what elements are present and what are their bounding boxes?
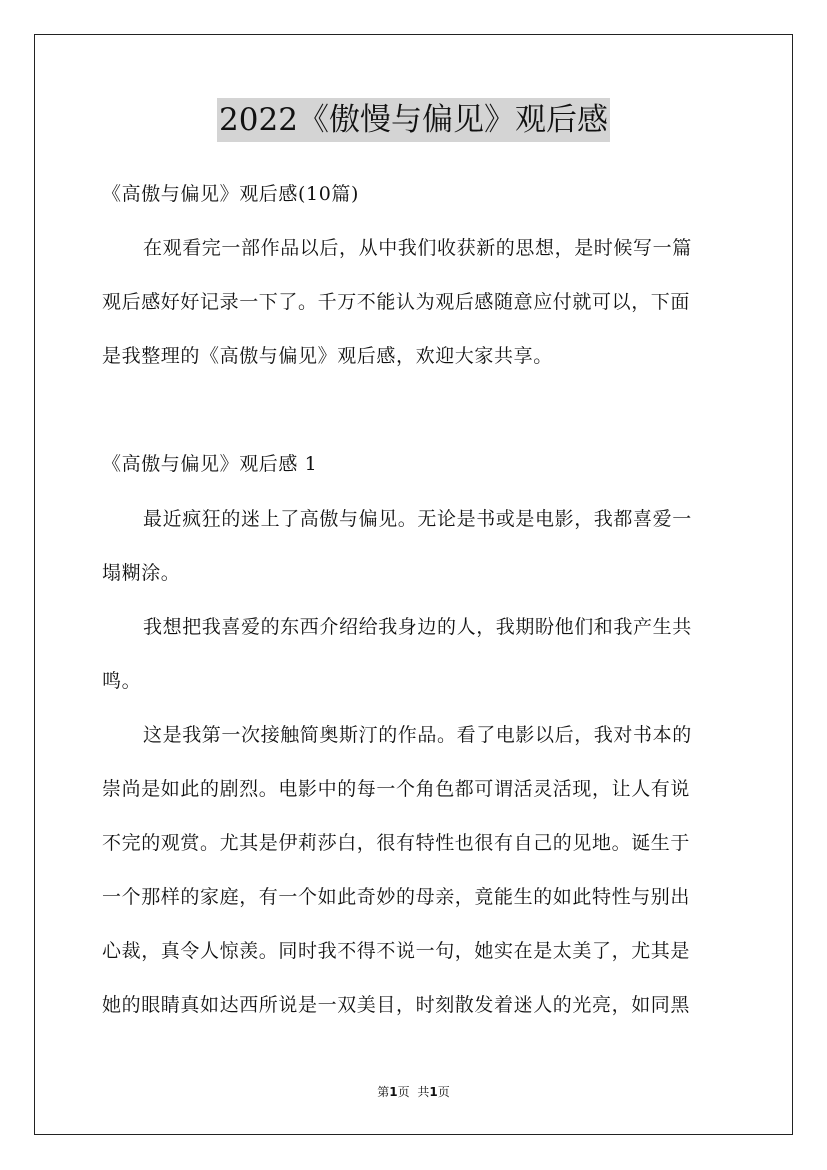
footer-page-number: 1 xyxy=(389,1085,398,1099)
paragraph1-line-1: 最近疯狂的迷上了高傲与偏见。无论是书或是电影，我都喜爱一 xyxy=(143,508,692,530)
intro-line-1: 在观看完一部作品以后，从中我们收获新的思想，是时候写一篇 xyxy=(143,237,692,259)
paragraph3-line-4: 一个那样的家庭，有一个如此奇妙的母亲，竟能生的如此特性与别出 xyxy=(102,886,691,908)
paragraph3-line-3: 不完的观赏。尤其是伊莉莎白，很有特性也很有自己的见地。诞生于 xyxy=(102,832,691,854)
paragraph3-line-2: 崇尚是如此的剧烈。电影中的每一个角色都可谓活灵活现，让人有说 xyxy=(102,778,691,800)
footer-total-suffix: 页 xyxy=(437,1085,450,1099)
intro-line-3: 是我整理的《高傲与偏见》观后感，欢迎大家共享。 xyxy=(102,345,553,367)
page-footer xyxy=(0,1084,827,1100)
title-container xyxy=(0,98,827,142)
paragraph3-line-1: 这是我第一次接触简奥斯汀的作品。看了电影以后，我对书本的 xyxy=(143,724,692,746)
paragraph3-line-6: 她的眼睛真如达西所说是一双美目，时刻散发着迷人的光亮，如同黑 xyxy=(102,994,691,1016)
document-subtitle: 《高傲与偏见》观后感(10篇) xyxy=(102,183,360,205)
footer-total-number: 1 xyxy=(429,1085,438,1099)
footer-page-prefix: 第 xyxy=(377,1085,390,1099)
footer-total-prefix: 共 xyxy=(417,1085,430,1099)
paragraph2-line-1: 我想把我喜爱的东西介绍给我身边的人，我期盼他们和我产生共 xyxy=(143,616,692,638)
footer-page-suffix: 页 xyxy=(397,1085,410,1099)
paragraph3-line-5: 心裁，真令人惊羡。同时我不得不说一句，她实在是太美了，尤其是 xyxy=(102,940,691,962)
document-title: 2022《傲慢与偏见》观后感 xyxy=(217,98,610,142)
paragraph1-line-2: 塌糊涂。 xyxy=(102,562,181,584)
section-heading: 《高傲与偏见》观后感 1 xyxy=(102,453,318,475)
intro-line-2: 观后感好好记录一下了。千万不能认为观后感随意应付就可以，下面 xyxy=(102,291,691,313)
paragraph2-line-2: 鸣。 xyxy=(102,670,142,692)
